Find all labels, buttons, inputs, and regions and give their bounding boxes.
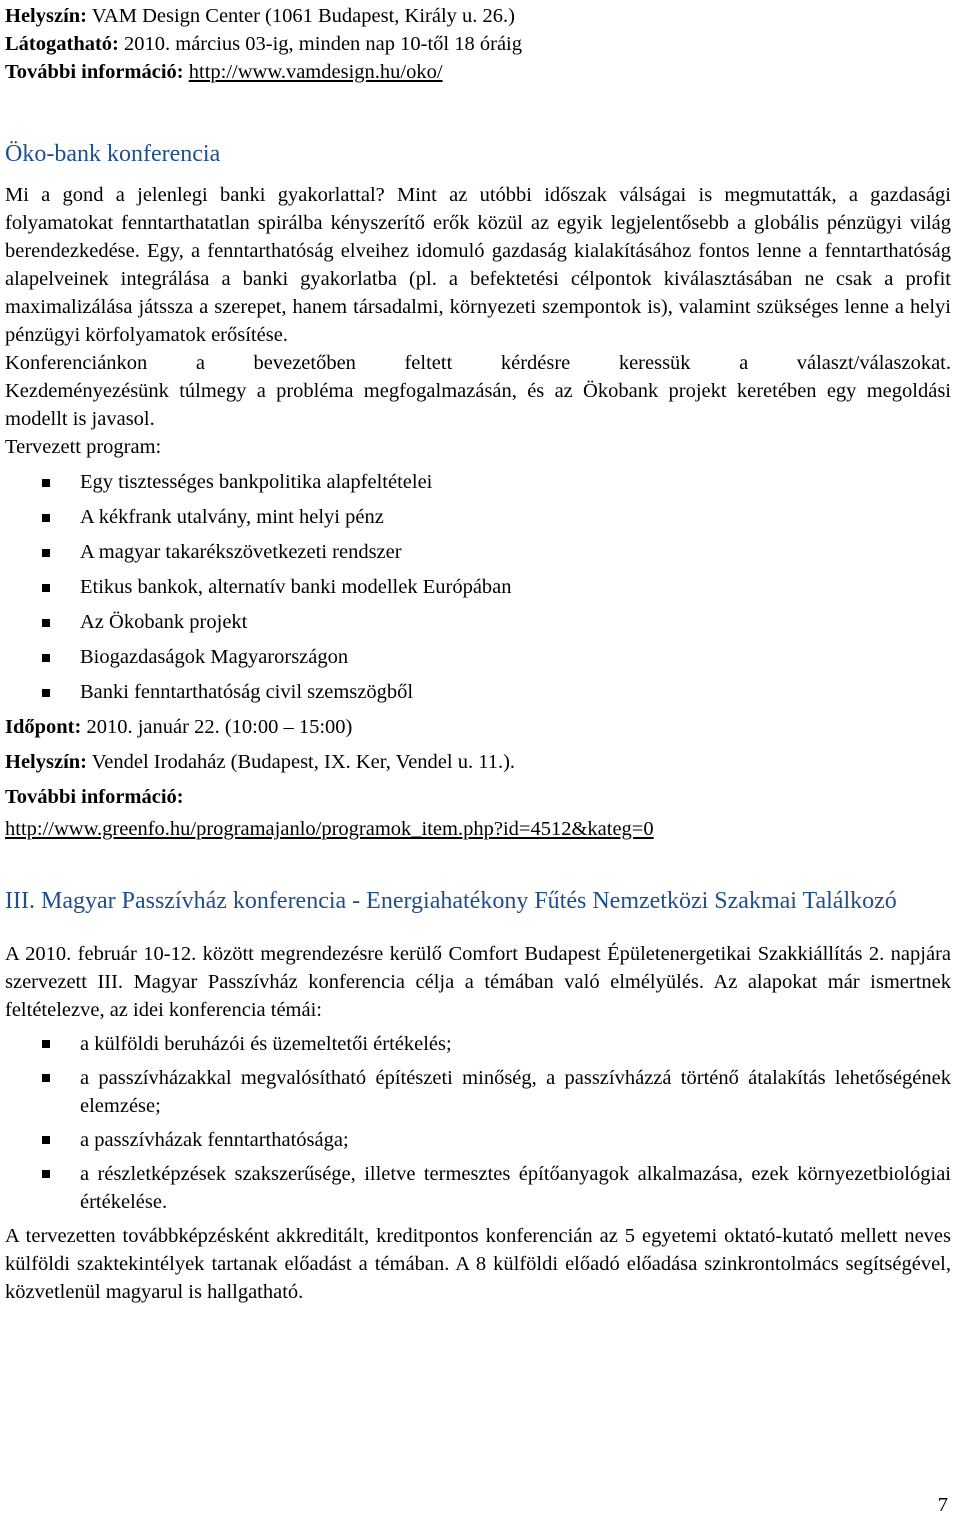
oko-paragraph-2: Konferenciánkon a bevezetőben feltett kérdésre keressük a választ/válaszokat. [5, 352, 951, 374]
bullet-icon [42, 549, 50, 557]
document-page [5, 2, 951, 1306]
list-item: A kékfrank utalvány, mint helyi pénz [5, 500, 951, 535]
passziv-title: III. Magyar Passzívház konferencia - Energiahatékony Fűtés Nemzetközi Szakmai Találkozó [5, 888, 897, 914]
oko-time [5, 710, 951, 745]
list-item: Egy tisztességes bankpolitika alapfeltételei [5, 465, 951, 500]
oko-title: Öko-bank konferencia [5, 141, 221, 167]
place-label: Helyszín: [5, 751, 87, 773]
list-item: Biogazdaságok Magyarországon [5, 640, 951, 675]
bullet-icon [42, 619, 50, 627]
list-item: a külföldi beruházói és üzemeltetői értékelés; [5, 1030, 951, 1058]
time-value: 2010. január 22. (10:00 – 15:00) [81, 716, 353, 738]
list-item: A magyar takarékszövetkezeti rendszer [5, 535, 951, 570]
bullet-icon [42, 479, 50, 487]
list-item: Banki fenntarthatóság civil szemszögből [5, 675, 951, 710]
info-label: További információ: [5, 61, 184, 83]
topics-list [5, 1030, 951, 1216]
passziv-paragraph-2: A tervezetten továbbképzésként akkreditált, kreditpontos konferencián az 5 egyetemi oktató-kutató mellett neves külföldi szaktekintélyek tartanak előadást a témában. A 8 külföldi előadó előadása szinkrontolmács segítségével, közvetlenül magyarul is hallgatható. [5, 1225, 951, 1303]
oko-paragraph-3: Kezdeményezésünk túlmegy a probléma megfogalmazásán, és az Ökobank projekt keretében egy megoldási modellt is javasol. [5, 380, 951, 430]
greenfo-link[interactable]: http://www.greenfo.hu/programajanlo/programok_item.php?id=4512&kateg=0 [5, 818, 654, 840]
bullet-icon [42, 584, 50, 592]
list-item: a részletképzések szakszerűsége, illetve termesztes építőanyagok alkalmazása, ezek környezetbiológiai értékelése. [5, 1160, 951, 1216]
list-item: Etikus bankok, alternatív banki modellek Európában [5, 570, 951, 605]
time-label: Időpont: [5, 716, 82, 738]
vamdesign-link[interactable]: http://www.vamdesign.hu/oko/ [188, 61, 443, 83]
list-item: Az Ökobank projekt [5, 605, 951, 640]
bullet-icon [42, 514, 50, 522]
location-value: VAM Design Center (1061 Budapest, Király u. 26.) [87, 5, 515, 27]
list-item: a passzívházak fenntarthatósága; [5, 1126, 951, 1154]
program-list [5, 465, 951, 710]
intro-location [5, 2, 951, 30]
place-value: Vendel Irodaház (Budapest, IX. Ker, Vendel u. 11.). [87, 751, 516, 773]
oko-info-url-line [5, 815, 951, 843]
visit-label: Látogatható: [5, 33, 119, 55]
page-number: 7 [937, 1494, 948, 1516]
oko-info [5, 780, 951, 815]
bullet-icon [42, 1170, 50, 1178]
visit-value: 2010. március 03-ig, minden nap 10-től 18 óráig [118, 33, 522, 55]
bullet-icon [42, 654, 50, 662]
intro-visit [5, 30, 951, 58]
intro-info [5, 58, 951, 86]
oko-place [5, 745, 951, 780]
bullet-icon [42, 1040, 50, 1048]
oko-paragraph-1: Mi a gond a jelenlegi banki gyakorlattal? Mint az utóbbi időszak válságai is megmutatták, a gazdasági folyamatokat fenntarthatatlan spirálba kényszerítő erők közül az egyik legjelentősebb a globális pénzügyi világ berendezkedése. Egy, a fenntarthatóság elveihez idomuló gazdaság kialakításához fontos lenne a fenntarthatóság alapelveinek integrálása a banki gyakorlatba (pl. a befektetési célpontok kiválasztásában ne csak a profit maximalizálása játssza a szerepet, hanem társadalmi, környezeti szempontok is), valamint szükséges lenne a helyi pénzügyi körfolyamatok erősítése. [5, 184, 951, 346]
program-label: Tervezett program: [5, 436, 162, 458]
bullet-icon [42, 689, 50, 697]
bullet-icon [42, 1074, 50, 1082]
bullet-icon [42, 1136, 50, 1144]
list-item: a passzívházakkal megvalósítható építészeti minőség, a passzívházzá történő átalakítás lehetőségének elemzése; [5, 1064, 951, 1120]
passziv-paragraph-1: A 2010. február 10-12. között megrendezésre kerülő Comfort Budapest Épületenergetikai Szakkiállítás 2. napjára szervezett III. Magyar Passzívház konferencia célja a témában való elmélyülés. Az alapokat már ismertnek feltételezve, az idei konferencia témái: [5, 943, 951, 1021]
oko-info-label: További információ: [5, 786, 184, 808]
location-label: Helyszín: [5, 5, 87, 27]
